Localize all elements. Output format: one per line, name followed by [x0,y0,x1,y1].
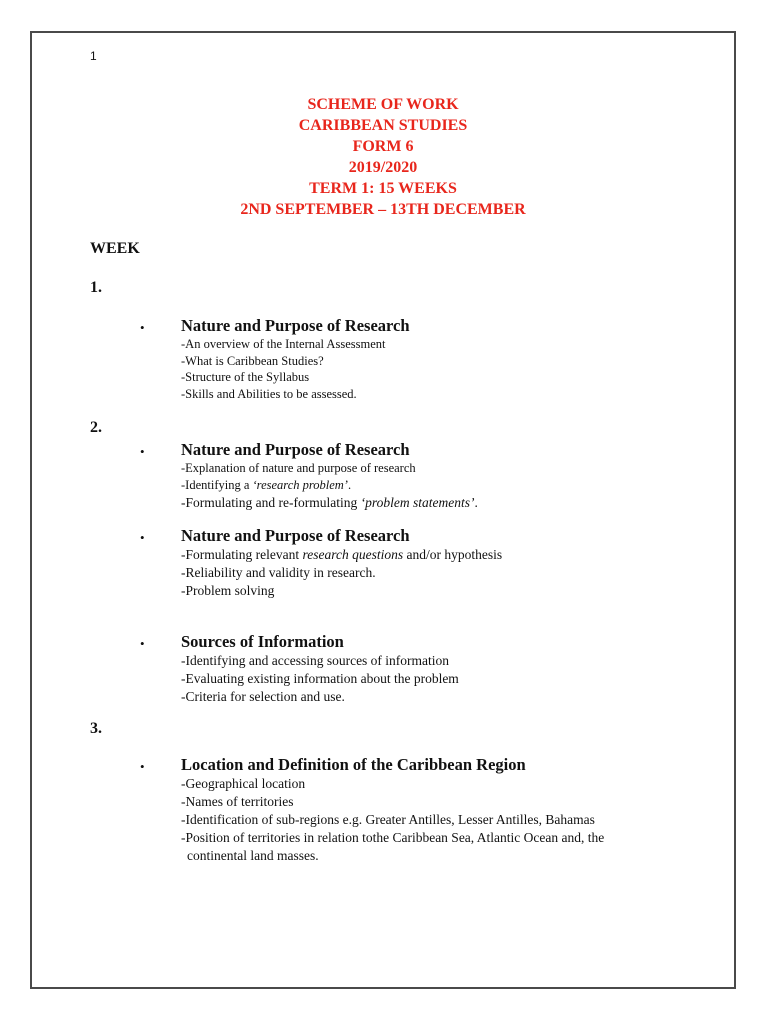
week-number: 1. [90,279,102,296]
topic-title: Nature and Purpose of Research [181,316,410,335]
topic-details [181,652,459,706]
bullet-icon: • [140,320,145,335]
topic-title: Sources of Information [181,632,344,651]
bullet-icon: • [140,636,145,651]
detail-line-with-emphasis: -Identifying a ‘research problem’. [181,477,352,492]
detail-line: -Structure of the Syllabus [181,370,310,384]
title-line: CARIBBEAN STUDIES [298,117,468,134]
detail-line: -Identification of sub-regions e.g. Greater Antilles, Lesser Antilles, Bahamas [181,812,595,827]
detail-line: -Evaluating existing information about the problem [181,671,459,686]
week-number: 3. [90,720,102,737]
detail-line: -Identifying and accessing sources of information [181,653,450,668]
title-line: SCHEME OF WORK [307,96,459,113]
detail-line: -Skills and Abilities to be assessed. [181,386,357,401]
topic-details [181,460,478,513]
bullet-icon: • [140,530,145,545]
bullet-icon: • [140,759,145,774]
title-line: 2019/2020 [348,159,418,176]
bullet-icon: • [140,444,145,459]
detail-line: -Reliability and validity in research. [181,565,376,580]
week-heading: WEEK [90,240,140,257]
document-title [30,94,736,220]
week-number: 2. [90,419,102,436]
topic-title: Nature and Purpose of Research [181,440,410,459]
detail-line: -What is Caribbean Studies? [181,353,324,368]
detail-line: continental land masses. [187,848,319,863]
detail-line: -Criteria for selection and use. [181,689,345,704]
topic-title: Location and Definition of the Caribbean Region [181,755,526,774]
detail-line: -Position of territories in relation tothe Caribbean Sea, Atlantic Ocean and, the [181,830,605,845]
page-number: 1 [90,49,97,63]
detail-line: -Problem solving [181,583,275,598]
title-line: FORM 6 [352,138,414,155]
title-line: 2ND SEPTEMBER – 13TH DECEMBER [240,201,526,218]
title-line: TERM 1: 15 WEEKS [309,180,457,197]
detail-line: -Names of territories [181,794,294,809]
topic-title: Nature and Purpose of Research [181,526,410,545]
topic-details [181,546,502,600]
detail-line-with-emphasis: -Formulating and re-formulating ‘problem statements’. [181,495,478,510]
detail-line: -Geographical location [181,776,306,791]
topic-details [181,336,385,402]
detail-line: -Explanation of nature and purpose of research [181,461,416,475]
topic-details [181,775,604,865]
detail-line-with-emphasis: -Formulating relevant research questions and/or hypothesis [181,547,503,562]
detail-line: -An overview of the Internal Assessment [181,337,386,351]
